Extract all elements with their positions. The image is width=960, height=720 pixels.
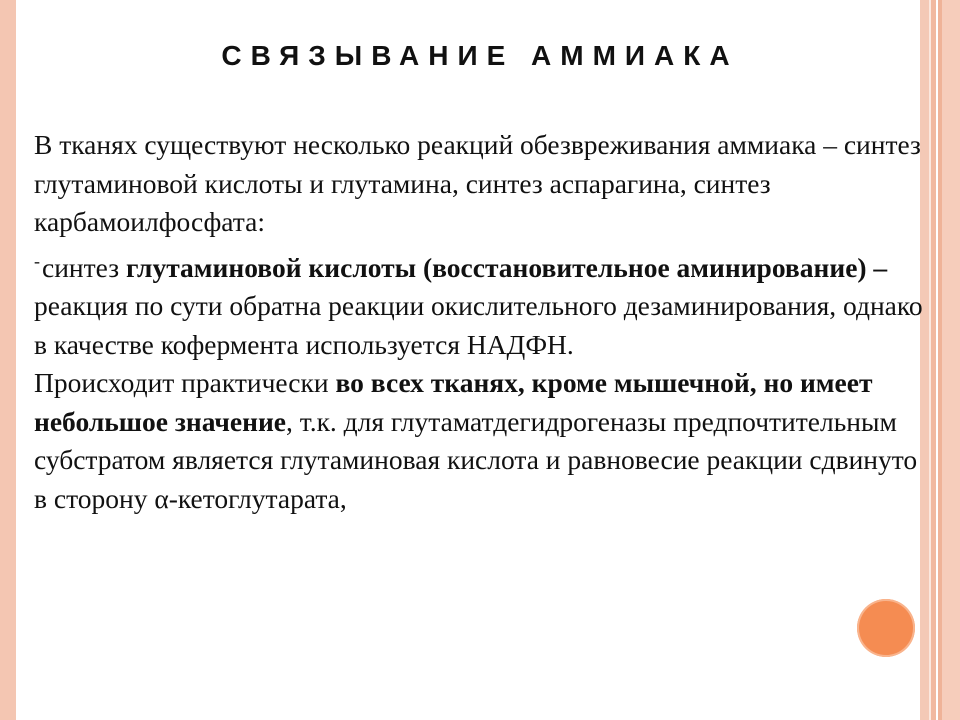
slide-title: СВЯЗЫВАНИЕ АММИАКА [221, 40, 739, 71]
para-rest-text: , т.к. для глутаматдегидрогеназы предпочтительным субстратом является глутаминовая кислота и равновесие реакции сдвинуто в сторону α-кетоглутарата, [34, 405, 918, 514]
para-bold-text: во всех тканях, кроме мышечной, но имеет небольшое значение [34, 367, 873, 437]
item-lead-text: синтез [42, 251, 126, 283]
right-decor-stripes [920, 0, 960, 720]
intro-paragraph: В тканях существуют несколько реакций обезвреживания аммиака – синтез глутаминовой кислоты и глутамина, синтез аспарагина, синтез карбамоилфосфата: [34, 129, 921, 237]
right-stripe [942, 0, 960, 720]
item-bold-text: глутаминовой кислоты (восстановительное аминирование) – [125, 251, 888, 283]
left-decor-stripe [0, 0, 16, 720]
slide-body [34, 126, 924, 518]
para-lead-text: Происходит практически [34, 367, 336, 398]
orange-circle-decor [857, 599, 915, 657]
dash-marker: - [34, 250, 40, 271]
list-item [34, 242, 924, 365]
item-rest-text: реакция по сути обратна реакции окислительного дезаминирования, однако в качестве кофермента используется НАДФН. [34, 290, 923, 360]
second-paragraph [34, 364, 924, 518]
